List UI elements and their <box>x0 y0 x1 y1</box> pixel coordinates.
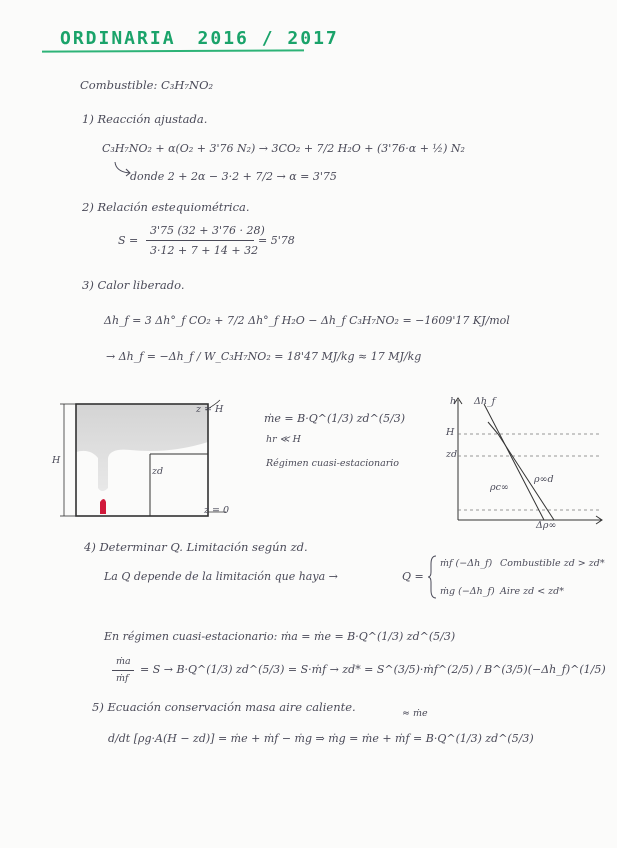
graph-y-symbol: Δh_f <box>474 396 496 407</box>
s3-eq2: → Δh_f = −Δh_f / W_C₃H₇NO₂ = 18'47 MJ/kg ≈ 17 MJ/kg <box>106 350 422 363</box>
title-exam: ORDINARIA <box>60 28 176 49</box>
title-underline <box>42 49 304 52</box>
label-zd: zd <box>152 466 164 477</box>
graph-line2-label: ρ∞d <box>534 474 554 485</box>
fire-icon <box>100 499 106 514</box>
graph-tick-h: H <box>446 427 455 438</box>
s5-frac-bar <box>112 670 134 671</box>
s4-opt2: ṁg (−Δh_f) <box>440 586 495 597</box>
s6-over: ≈ ṁe <box>402 708 428 719</box>
s5-eq2: = S → B·Q^(1/3) zd^(5/3) = S·ṁf → zd* = S^(3/5)·ṁf^(2/5) / B^(3/5)(−Δh_f)^(1/5) <box>140 663 606 676</box>
s5-line1: En régimen cuasi-estacionario: ṁa = ṁe = B·Q^(1/3) zd^(5/3) <box>104 630 456 643</box>
label-h: H <box>52 455 61 466</box>
s4-brace <box>428 554 438 600</box>
s2-numerator: 3'75 (32 + 3'76 · 28) <box>150 224 265 237</box>
s6-heading: 5) Ecuación conservación masa aire caliente. <box>92 700 356 714</box>
label-zh: z = H <box>196 404 224 415</box>
s3-heading: 3) Calor liberado. <box>82 278 185 292</box>
graph-x-label: Δρ∞ <box>536 520 557 531</box>
s3-eq1: Δh_f = 3 Δh°_f CO₂ + 7/2 Δh°_f H₂O − Δh_f C₃H₇NO₂ = −1609'17 KJ/mol <box>104 314 510 327</box>
graph-line-1 <box>484 404 544 520</box>
regime-note: Régimen cuasi-estacionario <box>266 458 400 469</box>
s1-equation: C₃H₇NO₂ + α(O₂ + 3'76 N₂) → 3CO₂ + 7/2 H₂O + (3'76·α + ½) N₂ <box>102 142 465 155</box>
graph-line1-label: ρc∞ <box>490 482 509 493</box>
s1-condition: donde 2 + 2α − 3·2 + 7/2 → α = 3'75 <box>130 170 337 183</box>
s5-frac-num: ṁa <box>116 656 131 667</box>
document-title <box>60 28 361 49</box>
s4-opt1: ṁf (−Δh_f) <box>440 558 493 569</box>
s4-q: Q = <box>402 570 424 583</box>
eq-hr: hr ≪ H <box>266 434 301 445</box>
s4-opt1-note: Combustible zd > zd* <box>500 558 605 569</box>
s4-opt2-note: Aire zd < zd* <box>500 586 565 597</box>
s2-lhs: S = <box>118 234 139 247</box>
s4-heading: 4) Determinar Q. Limitación según zd. <box>84 540 308 554</box>
s2-result: = 5'78 <box>258 234 295 247</box>
pressure-graph <box>436 392 606 542</box>
smoke-layer <box>76 404 208 491</box>
title-year: 2016 / 2017 <box>197 28 339 49</box>
s2-fraction-bar <box>146 240 254 241</box>
s1-heading: 1) Reacción ajustada. <box>82 112 208 126</box>
graph-tick-zd: zd <box>446 449 458 460</box>
s2-heading: 2) Relación estequiométrica. <box>82 200 250 214</box>
label-z0: z = 0 <box>204 505 230 516</box>
s5-frac-den: ṁf <box>116 673 129 684</box>
graph-y-label: h <box>450 396 457 407</box>
fuel-line: Combustible: C₃H₇NO₂ <box>80 78 214 92</box>
s1-hook-arrow <box>112 160 134 180</box>
s6-eq: d/dt [ρg·A(H − zd)] = ṁe + ṁf − ṁg ⇒ ṁg = ṁe + ṁf = B·Q^(1/3) zd^(5/3) <box>108 732 534 745</box>
s2-denominator: 3·12 + 7 + 14 + 32 <box>150 244 259 257</box>
eq-me: ṁe = B·Q^(1/3) zd^(5/3) <box>264 412 406 425</box>
s4-text: La Q depende de la limitación que haya → <box>104 570 338 583</box>
